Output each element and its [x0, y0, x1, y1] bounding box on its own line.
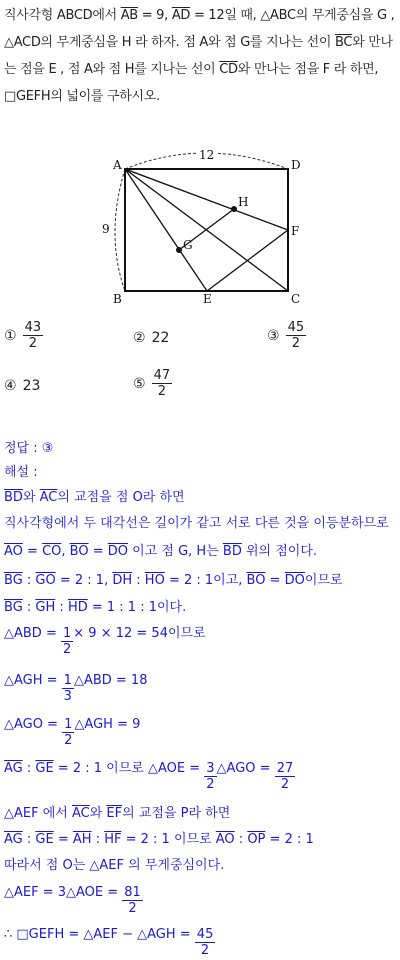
solution-eq-4: $\overline{AG}$ : $\overline{GE} = 2$ : 1 이므로 △AOE = $\frac{3}{2}$ △AGO = $\frac{27}{2}$: [4, 761, 294, 792]
point-g: [176, 247, 182, 253]
choice-4[interactable]: ④ 23: [4, 378, 41, 394]
label-g: G: [183, 238, 193, 252]
solution-line-2: 직사각형에서 두 대각선은 길이가 같고 서로 다른 것을 이등분하므로: [4, 516, 389, 531]
solution-line-1: $\overline{BD}$와 $\overline{AC}$의 교점을 점 O라 하면: [4, 490, 185, 505]
line-af: [125, 169, 288, 230]
solution-line-7: $\overline{AG}$ : $\overline{GE} = \overline{AH}$ : $\overline{HF} = 2$ : 1 이므로 $\overline{AO}$ : $\overline{OP} = 2$ : 1: [4, 832, 314, 847]
solution-eq-1: △ABD = $\frac{1}{2}$ × 9 × 12 = 54이므로: [4, 626, 206, 657]
solution-line-6: △AEF 에서 $\overline{AC}$와 $\overline{EF}$의 교점을 P라 하면: [4, 806, 231, 821]
label-h: H: [238, 195, 249, 209]
choice-3[interactable]: ③ $\frac{45}{2}$: [267, 320, 305, 351]
rectangle-figure: [95, 145, 325, 305]
arc-left: [115, 169, 125, 291]
solution-line-8: 따라서 점 O는 △AEF 의 무게중심이다.: [4, 858, 225, 873]
solution-eq-5: △AEF = 3△AOE = $\frac{81}{2}$: [4, 885, 141, 916]
solution-line-4: $\overline{BG}$ : $\overline{GO} = 2$ : 1, $\overline{DH}$ : $\overline{HO} = 2$ : 1이고, $\overline{BO} = \overline{DO}$이므로: [4, 573, 343, 588]
label-12: 12: [199, 148, 215, 162]
choice-5[interactable]: ⑤ $\frac{47}{2}$: [133, 368, 171, 399]
label-c: C: [291, 292, 301, 305]
solution-eq-6: ∴ □GEFH = △AEF − △AGH = $\frac{45}{2}$: [4, 927, 214, 958]
choice-1[interactable]: ① $\frac{43}{2}$: [4, 320, 42, 351]
choice-2[interactable]: ② 22: [133, 330, 170, 346]
label-b: B: [113, 292, 122, 305]
label-d: D: [291, 158, 301, 172]
problem-text: 직사각형 ABCD에서 $\overline{AB} = 9$, $\overline{AD} = 12$일 때, △ABC의 무게중심을 G , △ACD의 무게중심을 H 라 하자. 점 A와 점 G를 지나는 선이 $\overline{BC}$와 만나는 점을 E , 점 A와 점 H를 지나는 선이 $\overline{CD}$와 만나는 점을 F 라 하면, □GEFH의 넓이를 구하시오.: [4, 8, 395, 104]
solution-eq-3: △AGO = $\frac{1}{2}$ △AGH = 9: [4, 717, 141, 748]
label-e: E: [203, 292, 212, 305]
solution-line-3: $\overline{AO} = \overline{CO}$, $\overline{BO} = \overline{DO}$ 이고 점 G, H는 $\overline{BD}$ 위의 점이다.: [4, 544, 318, 559]
solution-heading: 해설 :: [4, 465, 38, 480]
line-ae: [125, 169, 207, 291]
answer: 정답 : ③: [4, 441, 54, 456]
label-f: F: [291, 224, 300, 238]
solution-eq-2: △AGH = $\frac{1}{3}$ △ABD = 18: [4, 673, 148, 704]
point-h: [231, 206, 237, 212]
label-a: A: [113, 158, 122, 172]
label-9: 9: [102, 222, 110, 236]
solution-line-5: $\overline{BG}$ : $\overline{GH}$ : $\overline{HD} = 1$ : 1 : 1이다.: [4, 600, 187, 615]
